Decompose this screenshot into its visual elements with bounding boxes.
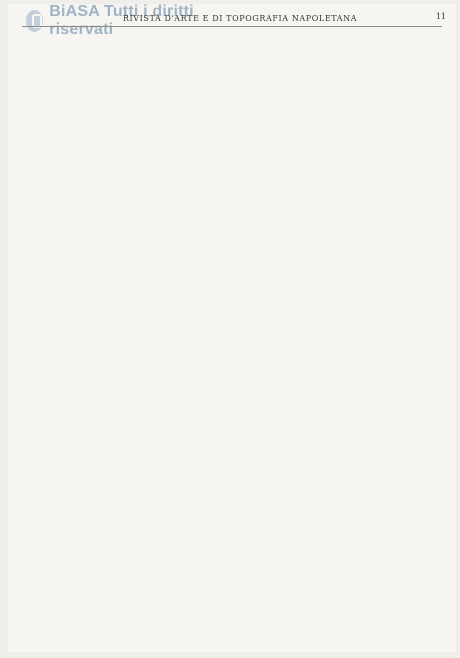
header-rule [22, 26, 442, 27]
biasa-logo-icon [26, 10, 43, 32]
running-head: RIVISTA D'ARTE E DI TOPOGRAFIA NAPOLETANA [122, 14, 358, 23]
document-page [8, 4, 456, 652]
watermark-text: BiASA Tutti i diritti riservati [49, 3, 194, 38]
page-number: 11 [435, 12, 446, 21]
